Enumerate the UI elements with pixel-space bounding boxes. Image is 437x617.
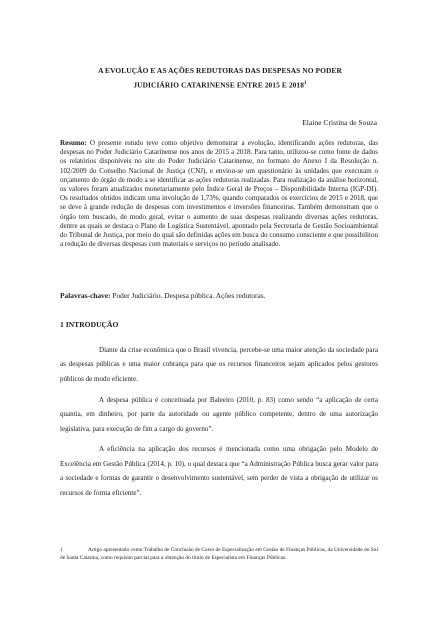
footnote-text: Artigo apresentado como Trabalho de Conclusão de Curso de Especialização em Gestão de Finanças Públicas, da Universidade do Sul de Santa Catarina, como requisito parcial para a obtenção do título de Especialista em Finanças Públicas. bbox=[60, 547, 378, 562]
title-line-1: A EVOLUÇÃO E AS AÇÕES REDUTORAS DAS DESPESAS NO PODER bbox=[98, 66, 342, 75]
footnote-number: 1 bbox=[60, 547, 63, 553]
abstract-text: O presente estudo teve como objetivo demonstrar a evolução, identificando ações redutoras, das despesas no Poder Judiciário Catarinense nos anos de 2015 a 2018. Para tanto, utilizou-se como fonte de dados os relatórios disponíveis no site do Poder Judiciário Catarinense, no formato do Anexo I da Resolução n. 102/2009 do Conselho Nacional de Justiça (CNJ), e enviou-se um questionário às unidades que executam o orçamento do órgão de modo a se identificar as ações redutoras realizadas. Para realização da análise horizontal, os valores foram atualizados monetariamente pelo Índice Geral de Preços – Disponibilidade Interna (IGP-DI). Os resultados obtidos indicam uma involução de 1,73%, quando comparados os exercícios de 2015 e 2018, que se deve à grande redução de despesas com investimentos e inversões financeiras. Também demonstram que o órgão tem buscado, de modo geral, evitar o aumento de suas despesas realizando diversas ações redutoras, dentre as quais se destaca o Plano de Logística Sustentável, apontado pela Secretaria de Gestão Socioambiental do Tribunal de Justiça, por meio do qual são definidas ações em busca do consumo consciente e que possibilitou a redução de diversas despesas com materiais e serviços no período analisado. bbox=[60, 139, 379, 249]
abstract bbox=[60, 139, 378, 249]
body-text bbox=[60, 343, 378, 507]
paper-title bbox=[60, 64, 380, 91]
title-footnote-marker: 1 bbox=[304, 81, 307, 86]
footnote bbox=[60, 546, 380, 563]
paragraph-3: A eficiência na aplicação dos recursos é mencionada como uma obrigação pelo Modelo de Excelência em Gestão Pública (2014, p. 10), o qual destaca que “a Administração Pública busca gerar valor para a sociedade e formas de garantir o desenvolvimento sustentável, sem perder de vista a obrigação de utilizar os recursos de forma eficiente”. bbox=[60, 445, 378, 497]
keywords bbox=[60, 291, 380, 300]
section-heading: 1 INTRODUÇÃO bbox=[60, 320, 119, 329]
title-line-2-text: JUDICIÁRIO CATARINENSE ENTRE 2015 E 2018 bbox=[133, 80, 305, 90]
author-name: Elaine Cristina de Souza bbox=[302, 118, 377, 127]
keywords-label: Palavras-chave: bbox=[60, 291, 111, 300]
abstract-label: Resumo: bbox=[60, 139, 87, 147]
paragraph-2: A despesa pública é conceituada por Baleeiro (2010, p. 83) como sendo “a aplicação de certa quantia, em dinheiro, por parte da autoridade ou agente público competente, dentro de uma autorização legislativa, para execução de fim a cargo do governo”. bbox=[60, 395, 378, 433]
keywords-text: Poder Judiciário. Despesa pública. Ações redutoras. bbox=[112, 291, 266, 300]
title-line-2 bbox=[60, 77, 380, 91]
paragraph-1: Diante da crise econômica que o Brasil vivencia, percebe-se uma maior atenção da sociedade para as despesas públicas e uma maior cobrança para que os recursos financeiros sejam aplicados pelos gestores públicos de modo eficiente. bbox=[60, 346, 378, 383]
